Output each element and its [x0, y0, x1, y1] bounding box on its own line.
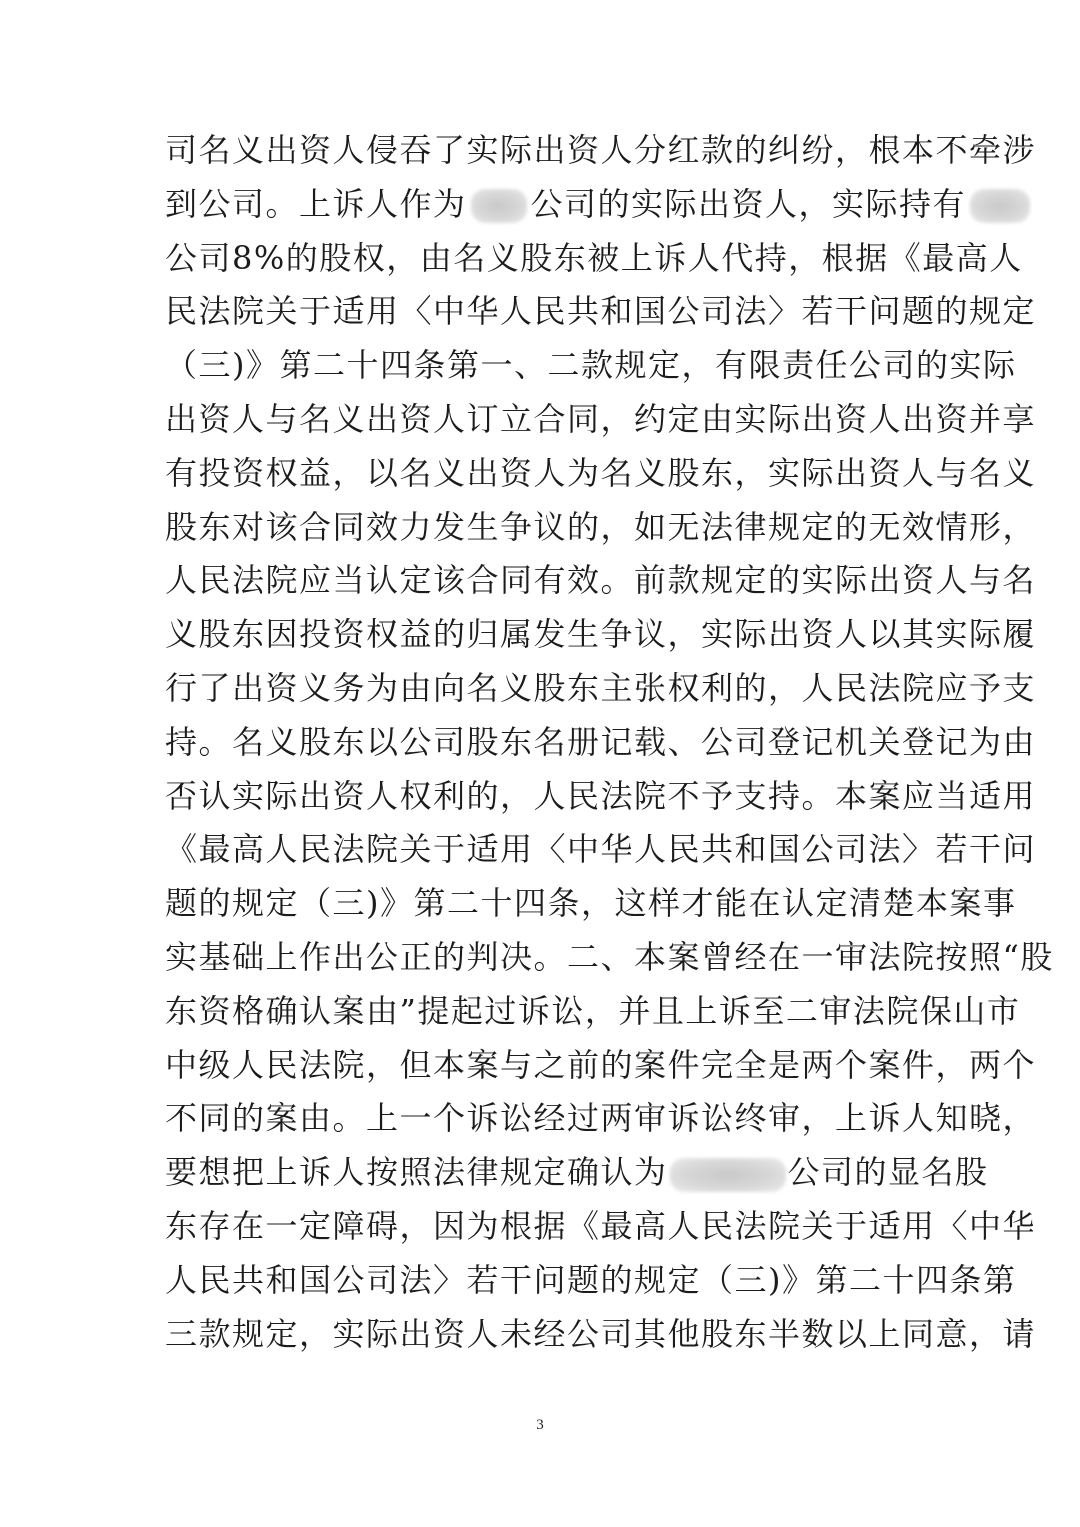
text-line: 《最高人民法院关于适用〈中华人民共和国公司法〉若干问 [165, 830, 1037, 869]
redacted-company-name [970, 189, 1030, 223]
text-line: 民法院关于适用〈中华人民共和国公司法〉若干问题的规定 [165, 292, 1037, 331]
text-line: 司名义出资人侵吞了实际出资人分红款的纠纷，根本不牵涉 [165, 131, 1037, 169]
text-fragment: 公司的显名股 [787, 1153, 989, 1192]
redacted-company-name [670, 1158, 786, 1192]
redacted-company-name [471, 189, 527, 223]
page-number: 3 [536, 1417, 544, 1433]
text-line: 否认实际出资人权利的，人民法院不予支持。本案应当适用 [165, 776, 1037, 815]
text-line: （三)》第二十四条第一、二款规定，有限责任公司的实际 [165, 346, 1017, 385]
text-fragment: 要想把上诉人按照法律规定确认为 [165, 1153, 668, 1192]
text-line: 不同的案由。上一个诉讼经过两审诉讼终审，上诉人知晓， [165, 1099, 1037, 1138]
text-fragment: 公司的实际出资人，实际持有 [530, 184, 967, 223]
text-line: 行了出资义务为由向名义股东主张权利的，人民法院应予支 [165, 668, 1037, 707]
text-line [165, 178, 967, 232]
text-line: 三款规定，实际出资人未经公司其他股东半数以上同意，请 [165, 1314, 1037, 1353]
text-fragment: 到公司。上诉人作为 [165, 184, 467, 223]
text-line: 公司8%的股权，由名义股东被上诉人代持，根据《最高人 [165, 238, 1023, 277]
text-line [165, 1146, 989, 1200]
text-line: 有投资权益，以名义出资人为名义股东，实际出资人与名义 [165, 453, 1037, 492]
text-line: 人民共和国公司法〉若干问题的规定（三)》第二十四条第 [165, 1260, 1017, 1299]
body-text [165, 124, 1054, 1361]
text-line: 东存在一定障碍，因为根据《最高人民法院关于适用〈中华 [165, 1206, 1037, 1245]
text-line: 东资格确认案由”提起过诉讼，并且上诉至二审法院保山市 [165, 991, 1021, 1030]
text-line: 持。名义股东以公司股东名册记载、公司登记机关登记为由 [165, 722, 1037, 761]
text-line: 股东对该合同效力发生争议的，如无法律规定的无效情形， [165, 507, 1037, 546]
text-line: 实基础上作出公正的判决。二、本案曾经在一审法院按照“股 [165, 937, 1054, 976]
text-line: 义股东因投资权益的归属发生争议，实际出资人以其实际履 [165, 615, 1037, 654]
text-line: 中级人民法院，但本案与之前的案件完全是两个案件，两个 [165, 1045, 1037, 1084]
text-line: 题的规定（三)》第二十四条，这样才能在认定清楚本案事 [165, 884, 1017, 923]
text-line: 出资人与名义出资人订立合同，约定由实际出资人出资并享 [165, 399, 1037, 438]
text-line: 人民法院应当认定该合同有效。前款规定的实际出资人与名 [165, 561, 1037, 600]
